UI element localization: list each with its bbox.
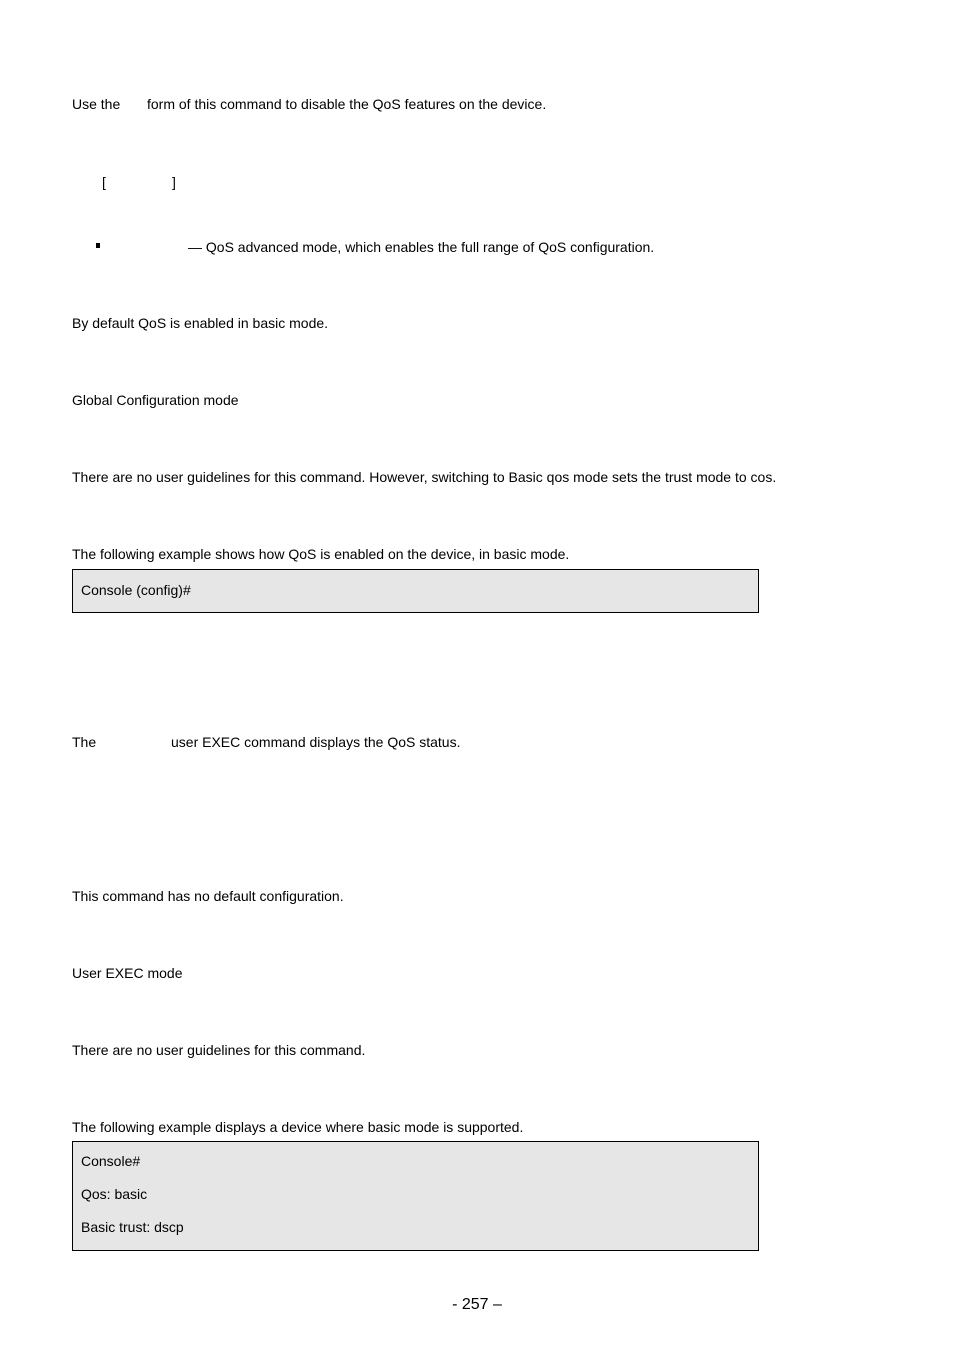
- example-code-box: [72, 569, 759, 613]
- code-line: Basic trust: dscp: [81, 1219, 184, 1235]
- intro-prefix: The: [72, 734, 97, 750]
- default-configuration: This command has no default configuration.: [72, 888, 344, 904]
- intro-text: user EXEC command displays the QoS status.: [171, 734, 461, 750]
- command-mode: User EXEC mode: [72, 965, 183, 981]
- code-line: Console#: [81, 1153, 141, 1169]
- example-code-box: [72, 1141, 759, 1251]
- parameter-description: — QoS advanced mode, which enables the full range of QoS configuration.: [188, 239, 655, 255]
- syntax-bracket-close: ]: [172, 174, 176, 190]
- intro-text: form of this command to disable the QoS features on the device.: [147, 96, 547, 112]
- default-configuration: By default QoS is enabled in basic mode.: [72, 315, 329, 331]
- code-line: Console (config)#: [81, 582, 191, 598]
- code-line: Qos: basic: [81, 1186, 148, 1202]
- syntax-bracket-open: [: [102, 174, 106, 190]
- example-intro: The following example displays a device where basic mode is supported.: [72, 1119, 524, 1135]
- user-guidelines: There are no user guidelines for this command.: [72, 1042, 366, 1058]
- user-guidelines: There are no user guidelines for this command. However, switching to Basic qos mode sets the trust mode to cos.: [72, 469, 777, 485]
- page-number: - 257 –: [452, 1296, 502, 1313]
- example-intro: The following example shows how QoS is enabled on the device, in basic mode.: [72, 546, 570, 562]
- bullet-icon: [96, 243, 100, 248]
- command-mode: Global Configuration mode: [72, 392, 239, 408]
- intro-prefix: Use the: [72, 96, 121, 112]
